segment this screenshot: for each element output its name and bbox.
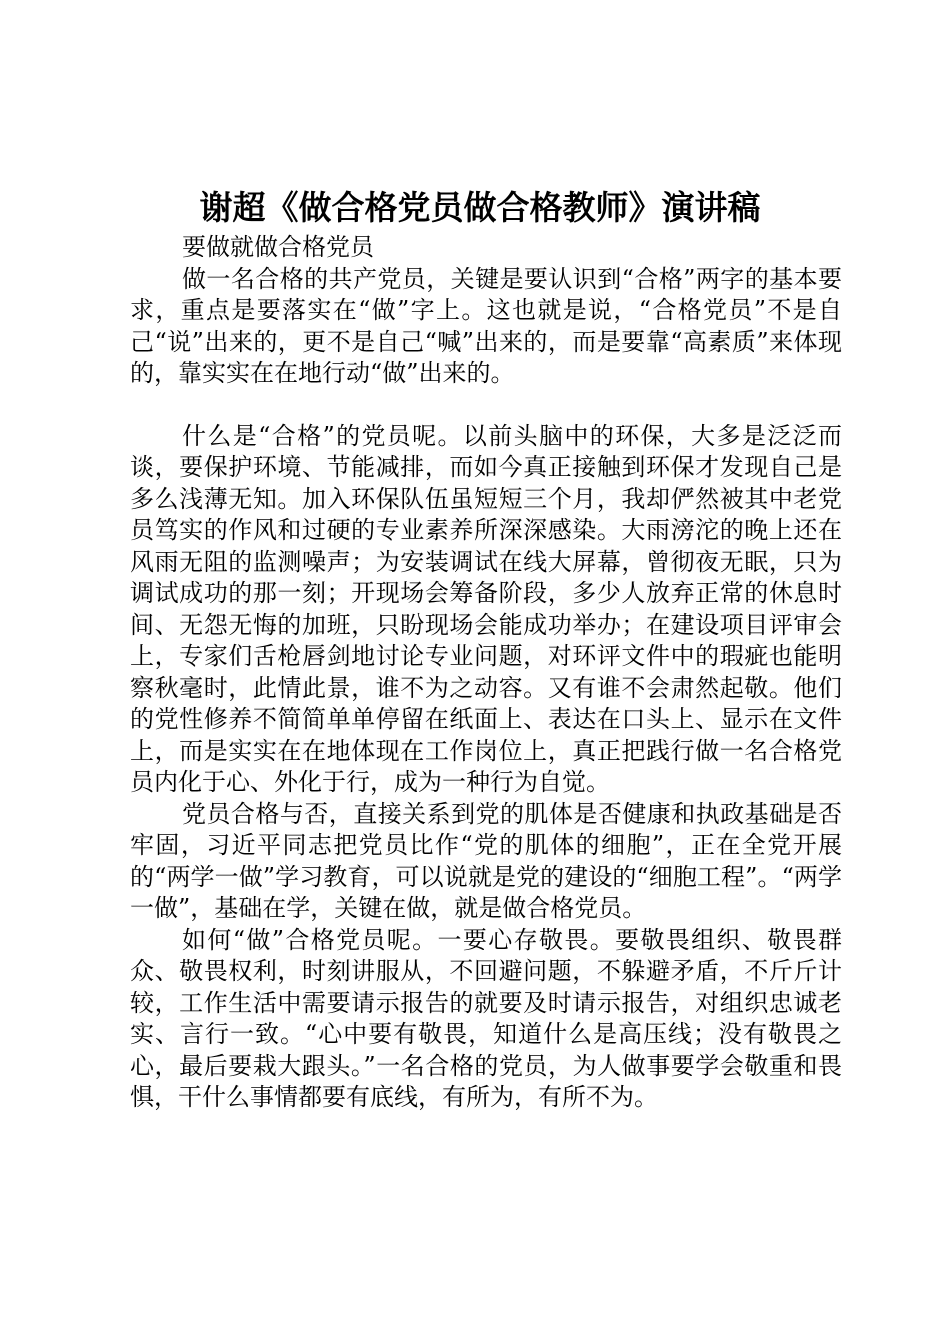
document-title: 谢超《做合格党员做合格教师》演讲稿 (199, 188, 761, 227)
paragraph-1: 做一名合格的共产党员，关键是要认识到“合格”两字的基本要求，重点是要落实在“做”字上。这也就是说，“合格党员”不是自己“说”出来的，更不是自己“喊”出来的，而是要靠“高素质”来体现的，靠实实在在地行动“做”出来的。 (130, 264, 842, 387)
paragraph-4: 如何“做”合格党员呢。一要心存敬畏。要敬畏组织、敬畏群众、敬畏权利，时刻讲服从，不回避问题，不躲避矛盾，不斤斤计较，工作生活中需要请示报告的就要及时请示报告，对组织忠诚老实、言行一致。“心中要有敬畏，知道什么是高压线；没有敬畏之心，最后要栽大跟头。”一名合格的党员，为人做事要学会敬重和畏惧，干什么事情都要有底线，有所为，有所不为。 (130, 925, 842, 1111)
document-body (130, 232, 842, 1114)
paragraph-3: 党员合格与否，直接关系到党的肌体是否健康和执政基础是否牢固，习近平同志把党员比作“党的肌体的细胞”，正在全党开展的“两学一做”学习教育，可以说就是党的建设的“细胞工程”。“两学一做”，基础在学，关键在做，就是做合格党员。 (130, 799, 842, 922)
subtitle-line: 要做就做合格党员 (182, 233, 374, 261)
paragraph-2: 什么是“合格”的党员呢。以前头脑中的环保，大多是泛泛而谈，要保护环境、节能减排，而如今真正接触到环保才发现自己是多么浅薄无知。加入环保队伍虽短短三个月，我却俨然被其中老党员笃实的作风和过硬的专业素养所深深感染。大雨滂沱的晚上还在风雨无阻的监测噪声；为安装调试在线大屏幕，曾彻夜无眠，只为调试成功的那一刻；开现场会筹备阶段，多少人放弃正常的休息时间、无怨无悔的加班，只盼现场会能成功举办；在建设项目评审会上，专家们舌枪唇剑地讨论专业问题，对环评文件中的瑕疵也能明察秋毫时，此情此景，谁不为之动容。又有谁不会肃然起敬。他们的党性修养不简简单单停留在纸面上、表达在口头上、显示在文件上，而是实实在在地体现在工作岗位上，真正把践行做一名合格党员内化于心、外化于行，成为一种行为自觉。 (130, 421, 842, 796)
